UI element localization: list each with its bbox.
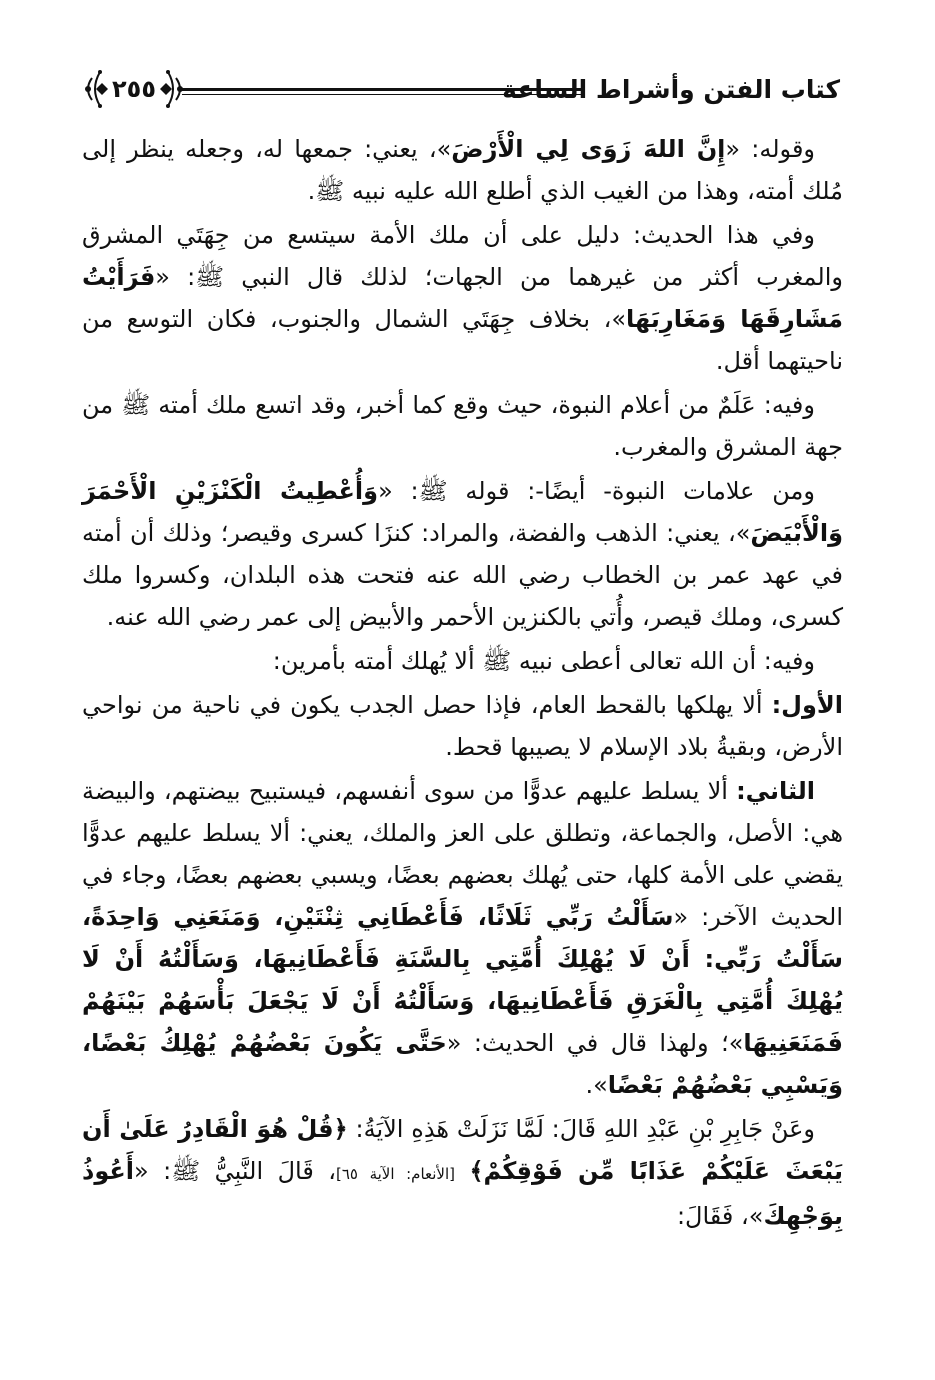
paragraph [82, 384, 843, 468]
quoted-text: سَأَلْتُ رَبِّي ثَلَاثًا، فَأَعْطَانِي ثِنْتَيْنِ، وَمَنَعَنِي وَاحِدَةً، سَأَلْتُ رَبِّي: أَنْ لَا يُهْلِكَ أُمَّتِي بِالسَّنَةِ فَأَعْطَانِيهَا، وَسَأَلْتُهُ أَنْ لَا يُهْلِكَ أُمَّتِي بِالْغَرَقِ فَأَعْطَانِيهَا، وَسَأَلْتُهُ أَنْ لَا يَجْعَلَ بَأْسَهُمْ بَيْنَهُمْ فَمَنَعَنِيهَا [82, 903, 843, 1057]
page-number-ornament [82, 64, 186, 114]
text-segment: »، يعني: جمعها له، وجعله ينظر إلى مُلك أمته، وهذا من الغيب الذي أطلع الله عليه نبيه ﷺ. [82, 135, 843, 205]
paragraph [82, 214, 843, 382]
text-segment: »، يعني: الذهب والفضة، والمراد: كنزَا كسرى وقيصر؛ وذلك أن أمته في عهد عمر بن الخطاب رضي الله عنه فتحت هذه البلدان، وكسروا ملك كسرى، وملك قيصر، وأُتي بالكنزين الأحمر والأبيض إلى عمر رضي الله عنه. [82, 519, 843, 631]
text-segment: »، فَقَالَ: [676, 1202, 764, 1230]
paragraph [82, 128, 843, 212]
text-segment: »، بخلاف جِهَتَي الشمال والجنوب، فكان التوسع من ناحيتهما أقل. [82, 305, 843, 375]
quoted-text: الأول: [771, 691, 843, 719]
quoted-text: حَتَّى يَكُونَ بَعْضُهُمْ يُهْلِكُ بَعْضًا، وَيَسْبِي بَعْضُهُمْ بَعْضًا [82, 1029, 843, 1099]
quoted-text: الثاني: [736, 777, 815, 805]
header-title: كتاب الفتن وأشراط الساعة [502, 75, 840, 104]
paragraph [82, 640, 843, 682]
text-segment: وقوله: « [725, 135, 816, 163]
paragraph [82, 470, 843, 638]
text-segment: »؛ ولهذا قال في الحديث: « [446, 1029, 744, 1057]
text-segment: وعَنْ جَابِرِ بْنِ عَبْدِ اللهِ قَالَ: لَمَّا نَزَلَتْ هَذِهِ الآيَةُ: [347, 1115, 815, 1143]
text-segment: ومن علامات النبوة- أيضًا-: قوله ﷺ: « [378, 477, 815, 505]
quoted-text: فَرَأَيْتُ مَشَارِقَهَا وَمَغَارِبَهَا [82, 263, 843, 333]
text-segment: وفي هذا الحديث: دليل على أن ملك الأمة سيتسع من جِهَتَي المشرق والمغرب أكثر من غيرهما من الجهات؛ لذلك قال النبي ﷺ: « [82, 221, 843, 291]
quoted-text: وَأُعْطِيتُ الْكَنْزَيْنِ الْأَحْمَرَ وَالْأَبْيَضَ [82, 477, 843, 547]
text-segment [455, 1157, 469, 1185]
header-rule-thin [182, 94, 585, 95]
header-rule [182, 88, 585, 91]
body-text [82, 128, 843, 1239]
quoted-text: أَعُوذُ بِوَجْهِكَ [82, 1157, 843, 1230]
text-segment: وفيه: أن الله تعالى أعطى نبيه ﷺ ألا يُهلك أمته بأمرين: [272, 647, 815, 675]
running-header [82, 62, 840, 118]
text-segment: ، قَالَ النَّبِيُّ ﷺ: « [133, 1157, 336, 1185]
quoted-text: ﴿قُلْ هُوَ الْقَادِرُ عَلَىٰ أَن يَبْعَثَ عَلَيْكُمْ عَذَابًا مِّن فَوْقِكُمْ﴾ [82, 1115, 843, 1185]
paragraph [82, 1108, 843, 1237]
citation: [الأنعام: الآية ٦٥] [336, 1165, 456, 1183]
text-segment: ». [585, 1071, 608, 1099]
quoted-text: إِنَّ اللهَ زَوَى لِي الْأَرْضَ [451, 135, 726, 163]
text-segment: ألا يسلط عليهم عدوًّا من سوى أنفسهم، فيستبيح بيضتهم، والبيضة هي: الأصل، والجماعة، وتطلق على العز والملك، يعني: ألا يسلط عليهم عدوًّا يقضي على الأمة كلها، حتى يُهلك بعضهم بعضًا، ويسبي بعضهم بعضًا، وجاء في الحديث الآخر: « [82, 777, 844, 931]
paragraph [82, 770, 843, 1106]
text-segment: ألا يهلكها بالقحط العام، فإذا حصل الجدب يكون في ناحية من نواحي الأرض، وبقيةُ بلاد الإسلام لا يصيبها قحط. [82, 691, 843, 761]
page-number: ٢٥٥ [112, 75, 156, 103]
paragraph [82, 684, 843, 768]
text-segment: وفيه: عَلَمٌ من أعلام النبوة، حيث وقع كما أخبر، وقد اتسع ملك أمته ﷺ من جهة المشرق والمغرب. [82, 391, 843, 461]
